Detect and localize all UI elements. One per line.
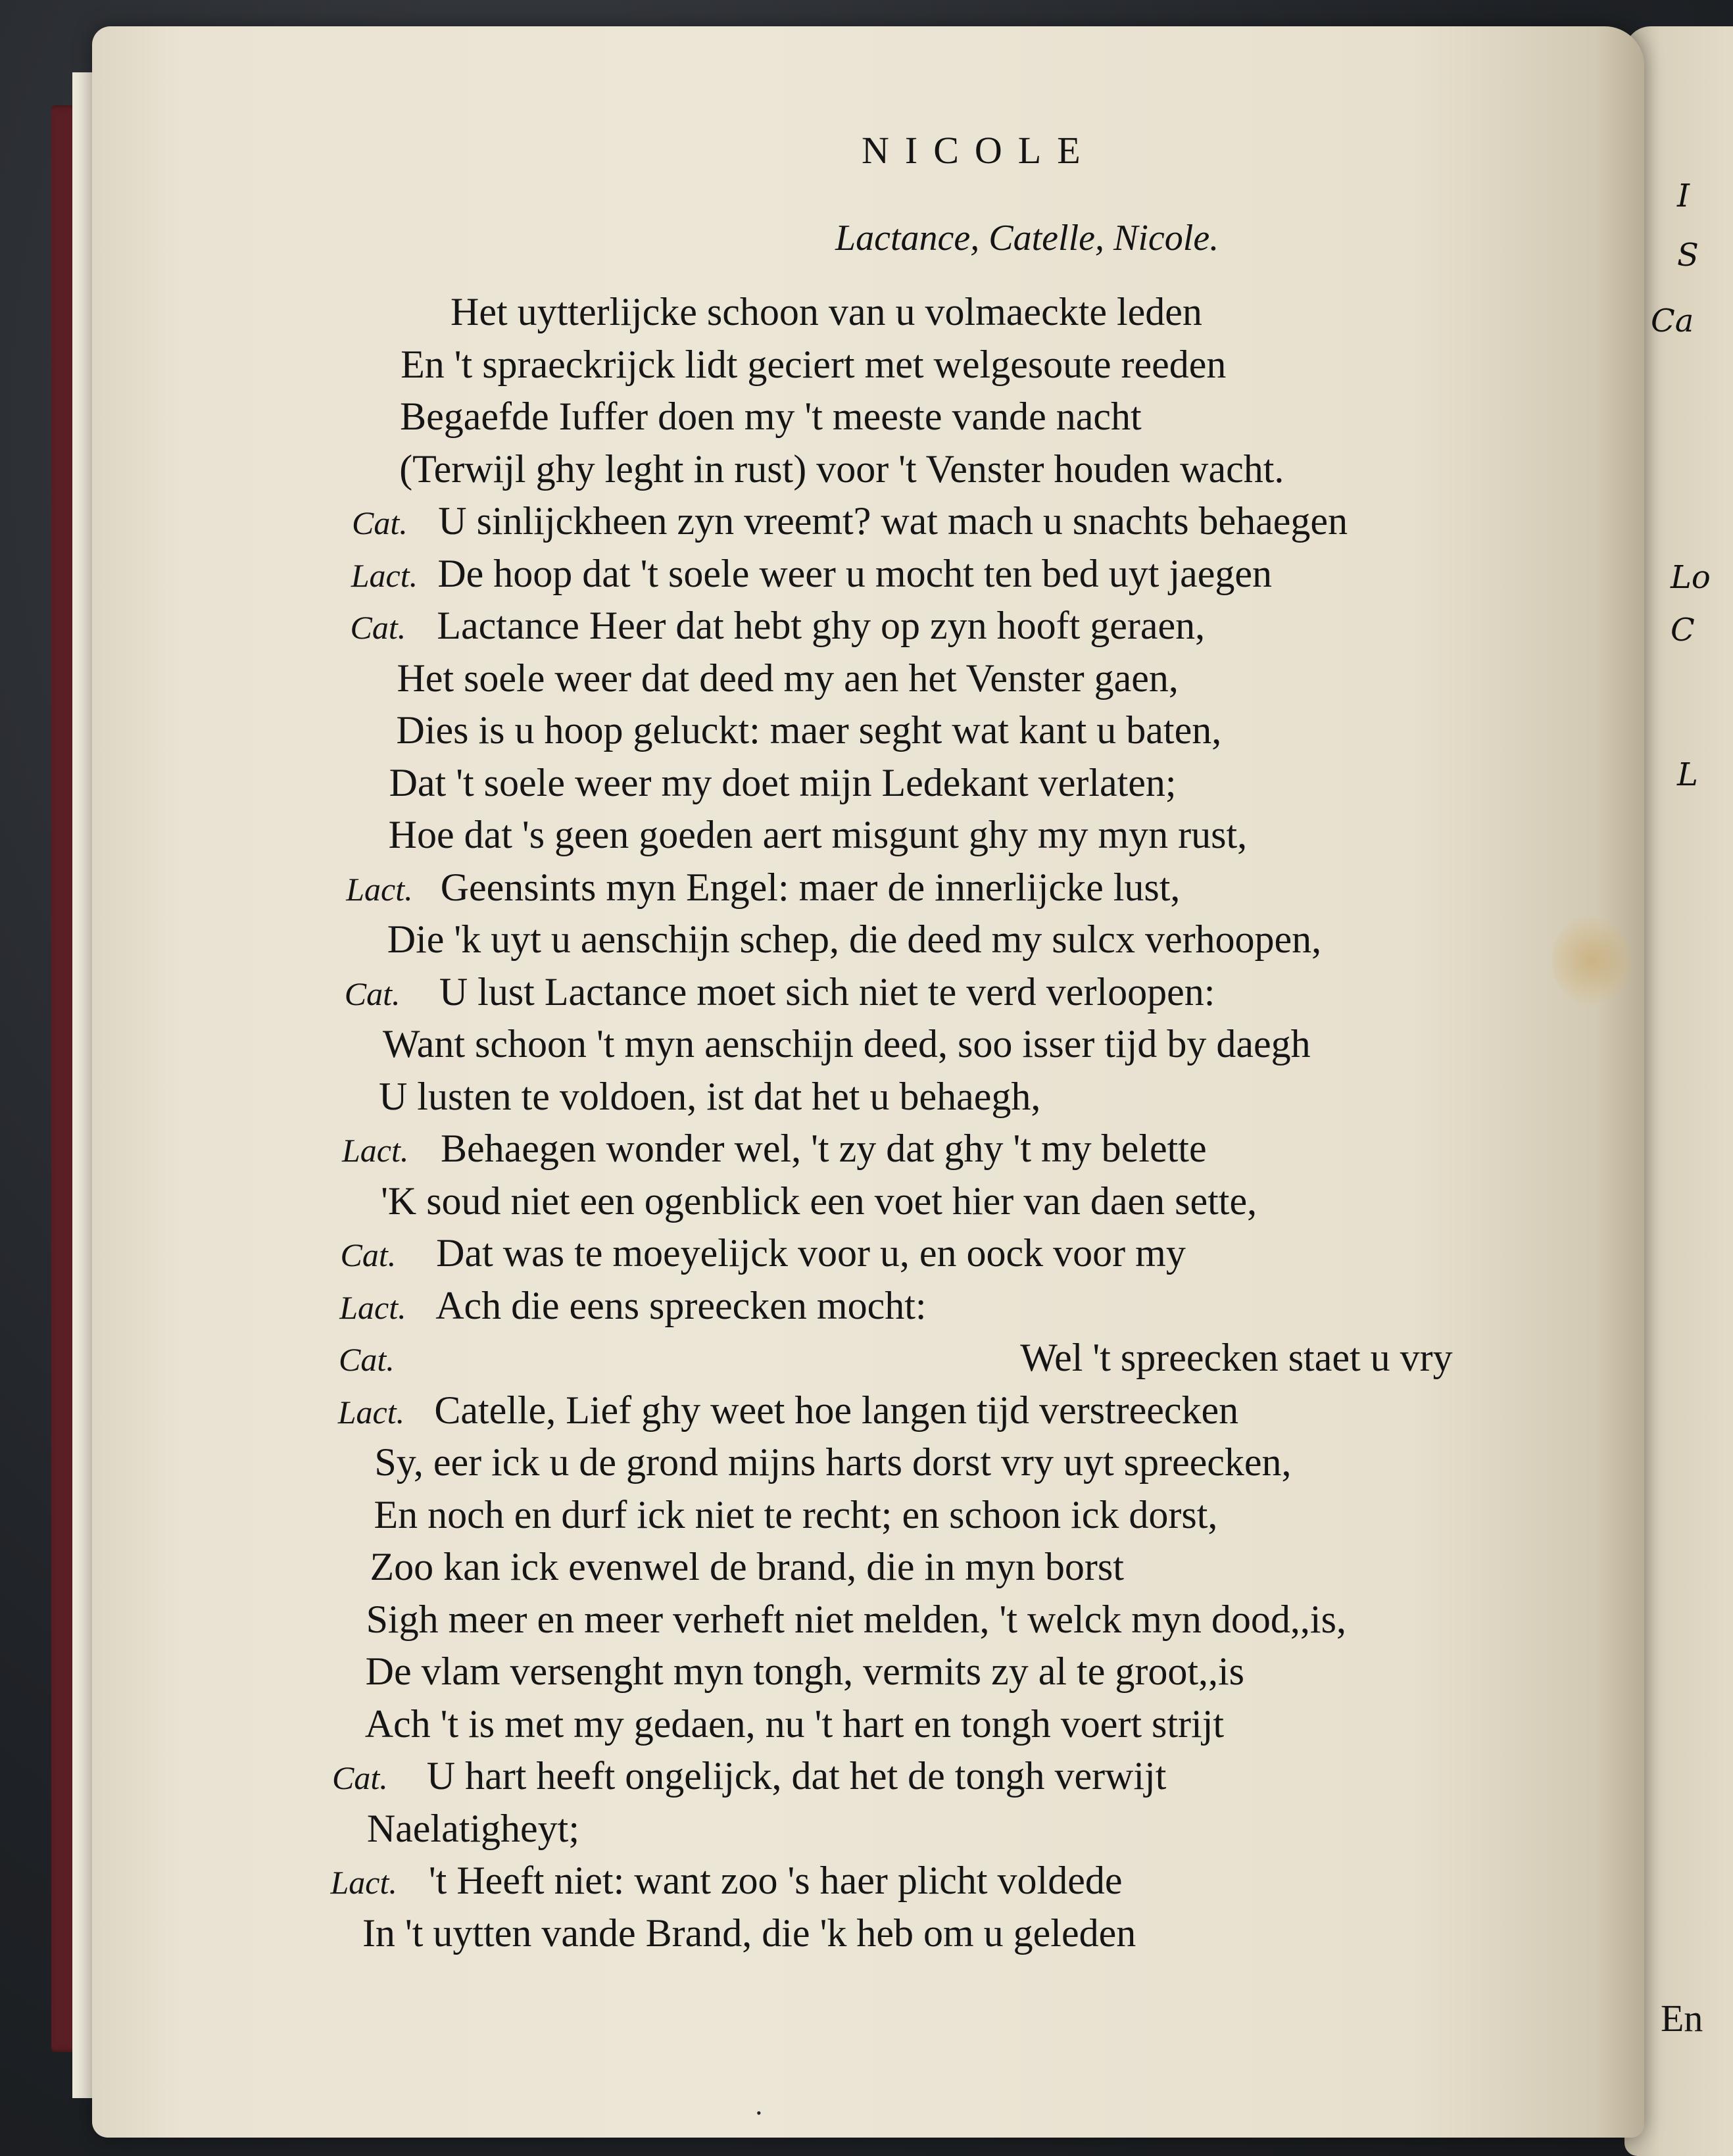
facing-page-fragment: I — [1677, 178, 1690, 214]
verse-line: Want schoon 't myn aenschijn deed, soo isser tijd by daegh — [382, 1022, 1311, 1066]
verse-line: U sinlijckheen zyn vreemt? wat mach u snachts behaegen — [438, 499, 1348, 543]
speaker-label: Cat. — [344, 975, 401, 1012]
speaker-label: Lact. — [339, 1288, 406, 1326]
verse-line: Geensints myn Engel: maer de innerlijcke lust, — [440, 865, 1181, 909]
facing-page-fragment: L — [1677, 756, 1698, 793]
verse-line: Wel 't spreecken staet u vry — [1020, 1336, 1453, 1379]
speaker-label: Lact. — [342, 1132, 409, 1169]
verse-line: (Terwijl ghy leght in rust) voor 't Venster houden wacht. — [399, 447, 1284, 491]
verse-line: Ach die eens spreecken mocht: — [435, 1283, 927, 1327]
speaker-label: Cat. — [340, 1237, 397, 1273]
running-header: NICOLE — [862, 129, 1096, 172]
verse-line: Behaegen wonder wel, 't zy dat ghy 't my belette — [441, 1127, 1207, 1170]
verse-line: Sigh meer en meer verheft niet melden, 't welck myn dood,,is, — [366, 1597, 1346, 1641]
facing-page-fragment: Lo — [1671, 559, 1711, 596]
facing-page-fragment: Ca — [1651, 303, 1694, 339]
verse-line: Dies is u hoop geluckt: maer seght wat kant u baten, — [396, 708, 1222, 752]
verse-line: Catelle, Lief ghy weet hoe langen tijd verstreecken — [434, 1388, 1239, 1432]
verse-line: U lust Lactance moet sich niet te verd verloopen: — [439, 969, 1215, 1014]
verse-line: U lusten te voldoen, ist dat het u behaegh, — [378, 1074, 1041, 1118]
speaker-label: Cat. — [332, 1759, 388, 1796]
verse-line: En 't spraeckrijck lidt geciert met welgesoute reeden — [401, 342, 1227, 386]
verse-line: 't Heeft niet: want zoo 's haer plicht voldede — [428, 1859, 1123, 1902]
speaker-label: Cat. — [350, 609, 406, 646]
verse-line: Het uytterlijcke schoon van u volmaeckte leden — [451, 290, 1202, 333]
facing-page-fragment: C — [1671, 612, 1695, 649]
verse-line: Dat 't soele weer my doet mijn Ledekant verlaten; — [389, 760, 1177, 804]
verse-line: Die 'k uyt u aenschijn schep, die deed my sulcx verhoopen, — [387, 918, 1322, 961]
footer-mark: • — [756, 2105, 762, 2121]
verse-line: Het soele weer dat deed my aen het Venster gaen, — [397, 656, 1179, 700]
verse-line: Sy, eer ick u de grond mijns harts dorst vry uyt spreecken, — [374, 1440, 1292, 1484]
verse-line: 'K soud niet een ogenblick een voet hier van daen sette, — [381, 1179, 1257, 1223]
verse-line: Naelatigheyt; — [366, 1806, 580, 1850]
verse-line: Zoo kan ick evenwel de brand, die in myn borst — [370, 1545, 1124, 1588]
verse-line: Ach 't is met my gedaen, nu 't hart en tongh voert strijt — [364, 1702, 1225, 1746]
verse-line: In 't uytten vande Brand, die 'k heb om u geleden — [362, 1911, 1136, 1955]
verse-line: En noch en durf ick niet te recht; en schoon ick dorst, — [374, 1492, 1218, 1536]
scene-speakers: Lactance, Catelle, Nicole. — [835, 218, 1219, 258]
speaker-label: Lact. — [330, 1864, 397, 1901]
verse-line: De vlam versenght myn tongh, vermits zy al te groot,,is — [365, 1650, 1245, 1693]
speaker-label: Lact. — [351, 556, 418, 594]
speaker-label: Cat. — [339, 1341, 395, 1378]
verse-line: Hoe dat 's geen goeden aert misgunt ghy my myn rust, — [388, 813, 1248, 856]
verse-line: Begaefde Iuffer doen my 't meeste vande nacht — [400, 395, 1142, 438]
book-page — [92, 26, 1703, 2138]
speaker-label: Cat. — [352, 504, 408, 541]
verse-line: U hart heeft ongelijck, dat het de tongh verwijt — [426, 1754, 1167, 1798]
verse-line: Dat was te moeyelijck voor u, en oock voor my — [436, 1231, 1186, 1275]
catchword: En — [1661, 1997, 1703, 2040]
verse-line: De hoop dat 't soele weer u mocht ten bed uyt jaegen — [437, 551, 1273, 595]
speaker-label: Lact. — [337, 1393, 405, 1431]
speaker-label: Lact. — [346, 870, 413, 908]
verse-line: Lactance Heer dat hebt ghy op zyn hooft geraen, — [437, 604, 1206, 647]
facing-page-fragment: S — [1677, 237, 1699, 274]
